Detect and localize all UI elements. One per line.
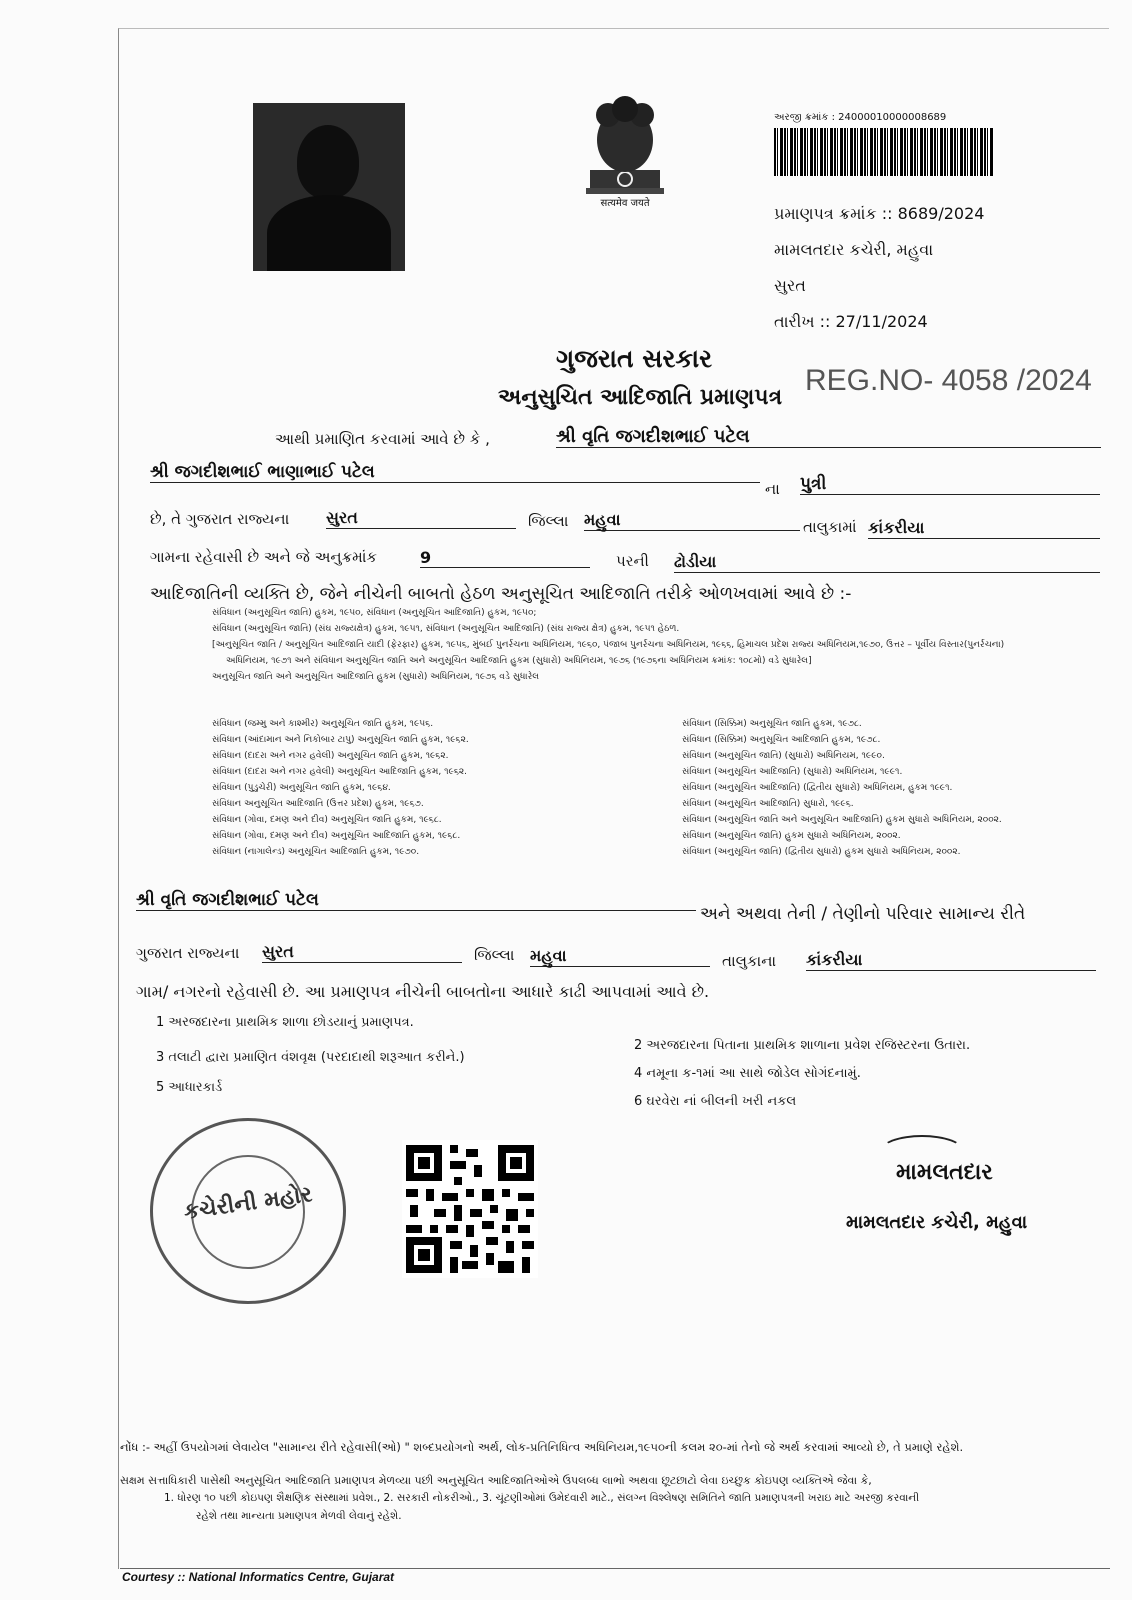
signatory-title: મામલતદાર [896, 1160, 993, 1185]
residence-district: સુરત [262, 942, 462, 963]
recognition-line: આદિજાતિની વ્યક્તિ છે, જેને નીચેની બાબતો હેઠળ અનુસૂચિત આદિજાતિ તરીકે ઓળખવામાં આવે છે :- [150, 584, 852, 604]
order-item: સંવિધાન (અનુસૂચિત આદિજાતિ) (સુધારો) અધિનિયમ, ૧૯૯૧. [682, 767, 903, 777]
order-item: સંવિધાન (નાગાલેન્ડ) અનુસૂચિત આદિજાતિ હુકમ, ૧૯૭૦. [212, 847, 420, 857]
barcode [774, 128, 994, 176]
order-item: સંવિધાન અનુસૂચિત આદિજાતિ (ઉત્તર પ્રદેશ) હુકમ, ૧૯૬૭. [212, 799, 424, 809]
document-item: 5 આધારકાર્ડ [156, 1080, 223, 1095]
registration-number: REG.NO- 4058 /2024 [805, 364, 1092, 397]
serial-number: 9 [420, 548, 590, 568]
certificate-title: અનુસુચિત આદિજાતિ પ્રમાણપત્ર [498, 385, 783, 410]
footer-point: 1. ધોરણ ૧૦ પછી કોઇપણ શૈક્ષણિક સંસ્થામાં પ્રવેશ., 2. સરકારી નોકરીઓ., 3. ચૂંટણીઓમાં ઉમેદવારી માટે., સંલગ્ન વિશ્લેષણ સમિતિને જાતિ પ્રમાણપત્રની ખરાઇ માટે અરજી કરવાની [164, 1492, 920, 1504]
father-name: શ્રી જગદીશભાઈ ભાણાભાઈ પટેલ [150, 462, 760, 483]
order-item: સંવિધાન (સિક્કિમ) અનુસૂચિત આદિજાતિ હુકમ, ૧૯૭૮. [682, 735, 881, 745]
basis-text: ગામ/ નગરનો રહેવાસી છે. આ પ્રમાણપત્ર નીચેની બાબતોના આધારે કાઢી આપવામાં આવે છે. [136, 982, 710, 1001]
order-item: સંવિધાન (ગોવા, દમણ અને દીવ) અનુસૂચિત આદિજાતિ હુકમ, ૧૯૬૮. [212, 831, 461, 841]
orders-intro-line: અનુસૂચિત જાતિ અને અનુસૂચિત આદિજાતિ હુકમ (સુધારો) અધિનિયમ, ૧૯૭૬ વડે સુધારેલ [212, 672, 540, 682]
application-number: અરજી ક્રમાંક : 24000010000008689 [774, 112, 947, 123]
orders-intro [212, 605, 1092, 685]
footer-note: નોંધ :- અહીં ઉપયોગમાં લેવાયેલ "સામાન્ય રીતે રહેવાસી(ઓ) " શબ્દપ્રયોગનો અર્થ, લોક-પ્રતિનિધિત્વ અધિનિયમ,૧૯૫૦ની કલમ ૨૦-માં તેનો જે અર્થ કરવામાં આવ્યો છે, તે પ્રમાણે રહેશે. [120, 1440, 964, 1454]
document-item: 4 નમૂના ક-૧માં આ સાથે જોડેલ સોગંદનામું. [634, 1066, 861, 1081]
state-prefix: છે, તે ગુજરાત રાજ્યના [150, 510, 290, 528]
issuing-office: મામલતદાર કચેરી, મહુવા [774, 240, 934, 259]
issuing-district: સુરત [774, 276, 806, 295]
issue-date: તારીખ :: 27/11/2024 [774, 312, 928, 331]
office-seal [150, 1118, 346, 1304]
order-item: સંવિધાન (પુડુચેરી) અનુસૂચિત જાતિ હુકમ, ૧૯૬૪. [212, 783, 391, 793]
residence-district-label: જિલ્લા [474, 946, 515, 964]
of-label: ના [765, 480, 780, 498]
order-item: સંવિધાન (અનુસૂચિત જાતિ) (દ્વિતીય સુધારો) હુકમ સુધારો અધિનિયમ, ૨૦૦૨. [682, 847, 961, 857]
state-district: સુરત [326, 508, 516, 529]
orders-intro-line: અધિનિયમ, ૧૯૭૧ અને સંવિધાન અનુસૂચિત જાતિ અને અનુસૂચિત આદિજાતિ હુકમ (સુધારો) અધિનિયમ, ૧૯૭૬ (૧૯૭૬ના અધિનિયમ ક્રમાંક: ૧૦૮મો) વડે સુધારેલ] [226, 656, 812, 666]
document-item: 3 તલાટી દ્વારા પ્રમાણિત વંશવૃક્ષ (પરદાદાથી શરૂઆત કરીને.) [156, 1050, 465, 1065]
order-item: સંવિધાન (દાદરા અને નગર હવેલી) અનુસૂચિત જાતિ હુકમ, ૧૯૬૨. [212, 751, 449, 761]
order-item: સંવિધાન (અનુસૂચિત જાતિ) (સુધારો) અધિનિયમ, ૧૯૯૦. [682, 751, 885, 761]
footer-divider [120, 1568, 1110, 1569]
holder-name: શ્રી વૃતિ જગદીશભાઈ પટેલ [556, 426, 1101, 448]
relation: પુત્રી [800, 474, 1100, 495]
orders-right-list [682, 716, 1102, 860]
order-item: સંવિધાન (અનુસૂચિત જાતિ અને અનુસૂચિત આદિજાતિ) હુકમ સુધારો અધિનિયમ, ૨૦૦૨. [682, 815, 1002, 825]
certify-prefix: આથી પ્રમાણિત કરવામાં આવે છે કે , [275, 430, 490, 448]
tribe-name: ઢોડીયા [674, 552, 1100, 573]
residence-taluka-value: કાંકરીયા [806, 950, 1096, 971]
document-item: 6 ઘરવેરા નાં બીલની ખરી નકલ [634, 1094, 797, 1109]
courtesy-line: Courtesy :: National Informatics Centre, Gujarat [122, 1570, 395, 1584]
national-emblem-icon [580, 85, 670, 205]
emblem-motto: सत्यमेव जयते [600, 198, 650, 209]
order-item: સંવિધાન (જમ્મુ અને કાશ્મીર) અનુસૂચિત જાતિ હુકમ, ૧૯૫૬. [212, 719, 434, 729]
residence-holder-name: શ્રી વૃતિ જગદીશભાઈ પટેલ [136, 890, 696, 911]
applicant-photo [253, 103, 405, 271]
district-value: મહુવા [584, 510, 800, 531]
order-item: સંવિધાન (આંદામાન અને નિકોબાર ટાપુ) અનુસૂચિત જાતિ હુકમ, ૧૯૬૨. [212, 735, 469, 745]
orders-intro-line: સંવિધાન (અનુસૂચિત જાતિ) (સંઘ રાજ્યક્ષેત્ર) હુકમ, ૧૯૫૧, સંવિધાન (અનુસૂચિત આદિજાતિ) (સંઘ રાજ્ય ક્ષેત્ર) હુકમ, ૧૯૫૧ હેઠળ. [212, 624, 680, 634]
document-item: 2 અરજદારના પિતાના પ્રાથમિક શાળાના પ્રવેશ રજિસ્ટરના ઉતારા. [634, 1038, 971, 1053]
residence-district-value: મહુવા [530, 946, 710, 967]
family-text: અને અથવા તેની / તેણીનો પરિવાર સામાન્ય રીતે [700, 904, 1026, 924]
taluka-label: તાલુકામાં [803, 518, 857, 536]
taluka-value: કાંકરીયા [868, 518, 1100, 539]
orders-intro-line: [અનુસૂચિત જાતિ / અનુસૂચિત આદિજાતિ યાદી (ફેરફાર) હુકમ, ૧૯૫૬, મુંબઈ પુનર્રચના અધિનિયમ, ૧૯૬૦, પંજાબ પુનર્રચના અધિનિયમ, ૧૯૬૬, હિમાચલ પ્રદેશ રાજ્ય અધિનિયમ,૧૯૭૦, ઉત્તર – પૂર્વીય વિસ્તાર(પુનર્રચના) [212, 640, 1005, 650]
order-item: સંવિધાન (દાદરા અને નગર હવેલી) અનુસૂચિત આદિજાતિ હુકમ, ૧૯૬૨. [212, 767, 468, 777]
order-item: સંવિધાન (અનુસૂચિત આદિજાતિ) (દ્વિતીય સુધારો) અધિનિયમ, હુકમ ૧૯૯૧. [682, 783, 953, 793]
document-item: 1 અરજદારના પ્રાથમિક શાળા છોડયાનું પ્રમાણપત્ર. [156, 1015, 414, 1030]
certificate-number: પ્રમાણપત્ર ક્રમાંક :: 8689/2024 [774, 204, 985, 223]
tribe-label: પરની [616, 552, 649, 570]
footer-competent: સક્ષમ સત્તાધિકારી પાસેથી અનુસૂચિત આદિજાતિ પ્રમાણપત્ર મેળવ્યા પછી અનુસૂચિત આદિજાતિઓએ ઉપલબ્ધ લાભો અથવા છૂટછાટો લેવા ઇચ્છુક કોઇપણ વ્યક્તિએ જેવા કે, [120, 1474, 872, 1487]
order-item: સંવિધાન (અનુસૂચિત જાતિ) હુકમ સુધારો અધિનિયમ, ૨૦૦૨. [682, 831, 901, 841]
district-label: જિલ્લા [528, 512, 569, 530]
orders-intro-line: સંવિધાન (અનુસૂચિત જાતિ) હુકમ, ૧૯૫૦, સંવિધાન (અનુસૂચિત આદિજાતિ) હુકમ, ૧૯૫૦; [212, 608, 537, 618]
order-item: સંવિધાન (અનુસૂચિત આદિજાતિ) સુધારો, ૧૯૯૬. [682, 799, 854, 809]
orders-left-list [212, 716, 662, 860]
order-item: સંવિધાન (ગોવા, દમણ અને દીવ) અનુસૂચિત જાતિ હુકમ, ૧૯૬૮. [212, 815, 442, 825]
order-item: સંવિધાન (સિક્કિમ) અનુસૂચિત જાતિ હુકમ, ૧૯૭૮. [682, 719, 862, 729]
residence-state-prefix: ગુજરાત રાજ્યના [136, 944, 240, 962]
signatory-office: મામલતદાર કચેરી, મહુવા [846, 1212, 1028, 1233]
village-prefix: ગામના રહેવાસી છે અને જે અનુક્રમાંક [150, 548, 378, 566]
qr-code [402, 1140, 538, 1278]
residence-taluka-label: તાલુકાના [722, 952, 777, 970]
footer-point-cont: રહેશે તથા માન્યતા પ્રમાણપત્ર મેળવી લેવાનું રહેશે. [196, 1510, 402, 1522]
government-title: ગુજરાત સરકાર [556, 344, 713, 373]
seal-text: કચેરીની મહોર [182, 1182, 314, 1225]
